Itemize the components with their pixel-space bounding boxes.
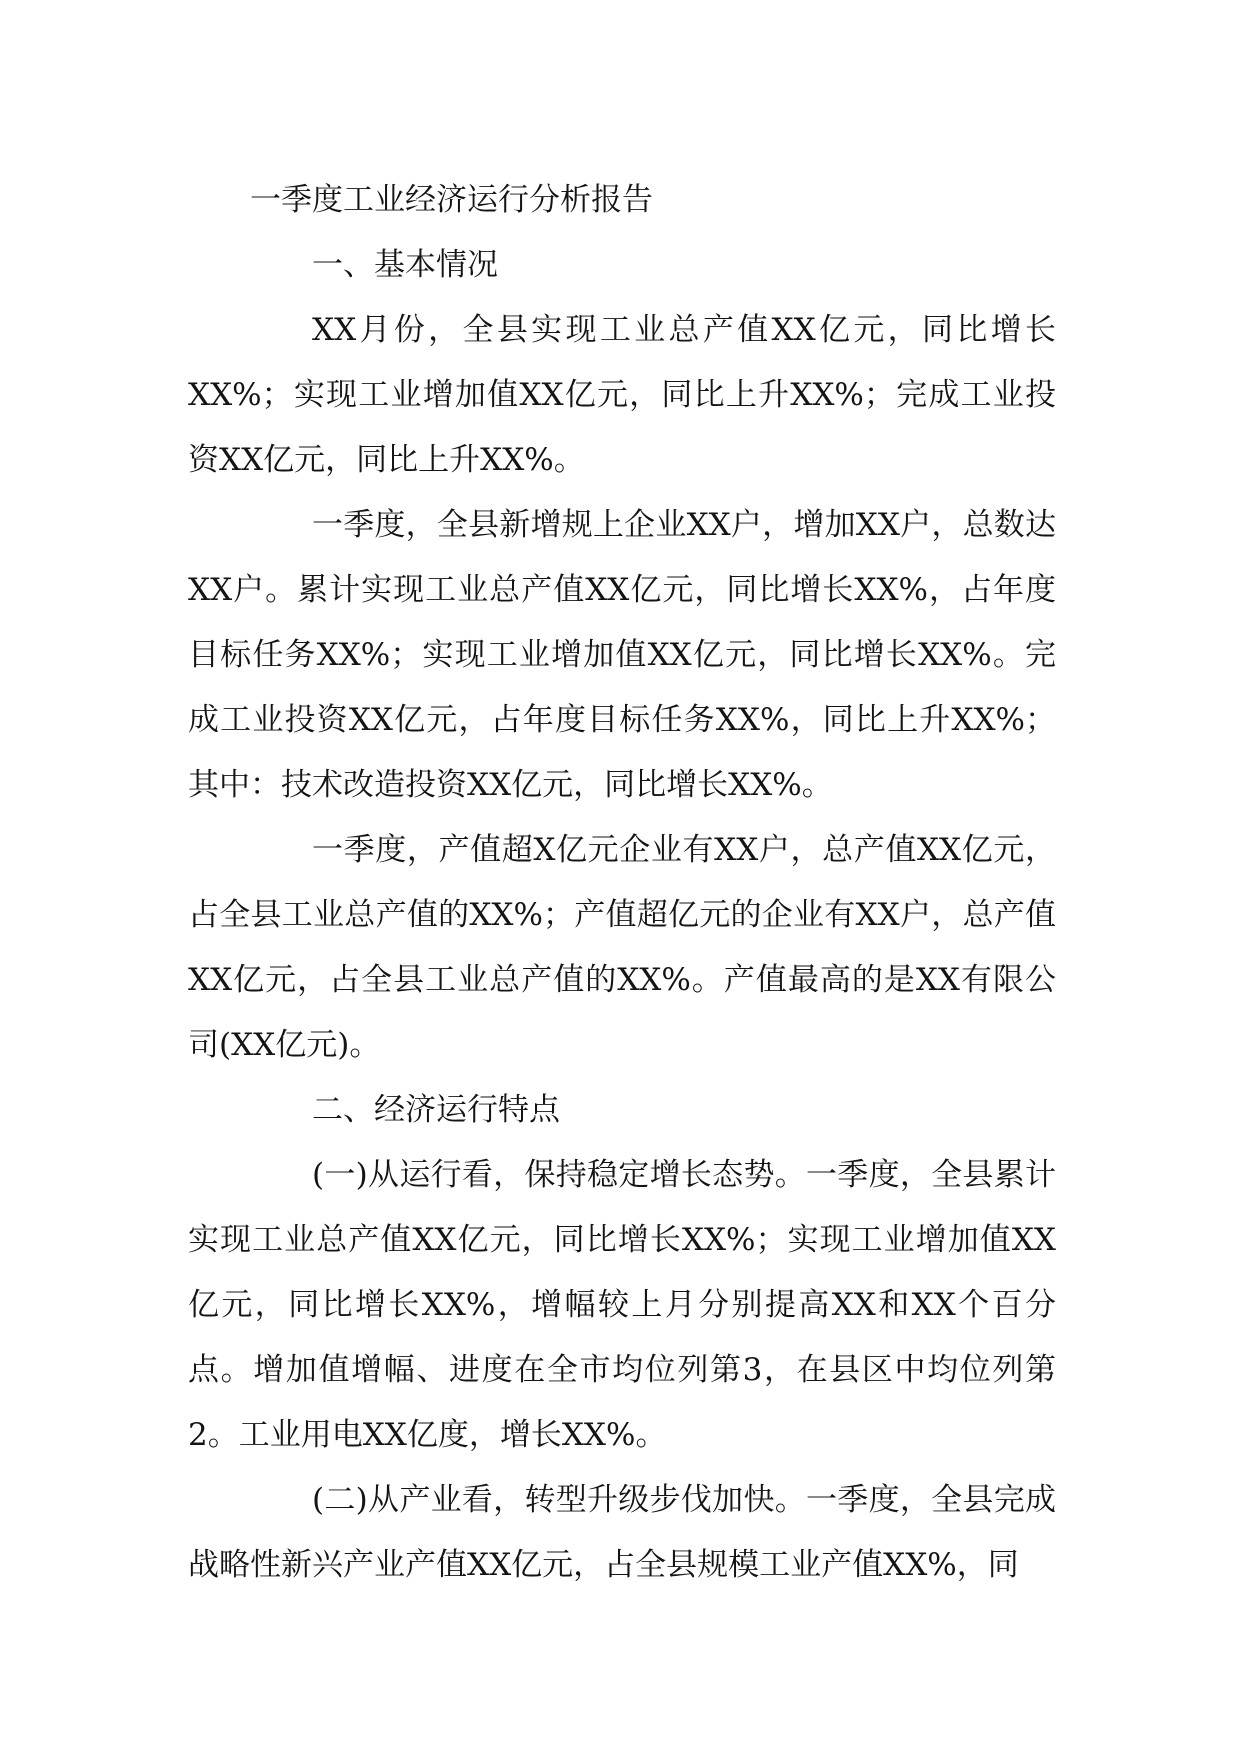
paragraph-monthly-output: XX月份，全县实现工业总产值XX亿元，同比增长XX%；实现工业增加值XX亿元，同比上升XX%；完成工业投资XX亿元，同比上升XX%。	[188, 312, 1056, 478]
document-body	[188, 168, 1056, 1598]
section-heading-features: 二、经济运行特点	[312, 1092, 560, 1128]
paragraph-industry-upgrade: (二)从产业看，转型升级步伐加快。一季度，全县完成战略性新兴产业产值XX亿元，占全县规模工业产值XX%，同	[188, 1482, 1056, 1583]
section-heading-basic: 一、基本情况	[312, 247, 498, 283]
paragraph-operation-growth: (一)从运行看，保持稳定增长态势。一季度，全县累计实现工业总产值XX亿元，同比增长XX%；实现工业增加值XX亿元，同比增长XX%，增幅较上月分别提高XX和XX个百分点。增加值增幅、进度在全市均位列第3，在县区中均位列第2。工业用电XX亿度，增长XX%。	[188, 1157, 1056, 1453]
document-title: 一季度工业经济运行分析报告	[250, 182, 653, 218]
paragraph-enterprise-output: 一季度，产值超X亿元企业有XX户，总产值XX亿元，占全县工业总产值的XX%；产值超亿元的企业有XX户，总产值XX亿元，占全县工业总产值的XX%。产值最高的是XX有限公司(XX亿元)。	[188, 832, 1056, 1063]
paragraph-quarter-summary: 一季度，全县新增规上企业XX户，增加XX户，总数达XX户。累计实现工业总产值XX亿元，同比增长XX%，占年度目标任务XX%；实现工业增加值XX亿元，同比增长XX%。完成工业投资XX亿元，占年度目标任务XX%，同比上升XX%；其中：技术改造投资XX亿元，同比增长XX%。	[188, 507, 1056, 803]
